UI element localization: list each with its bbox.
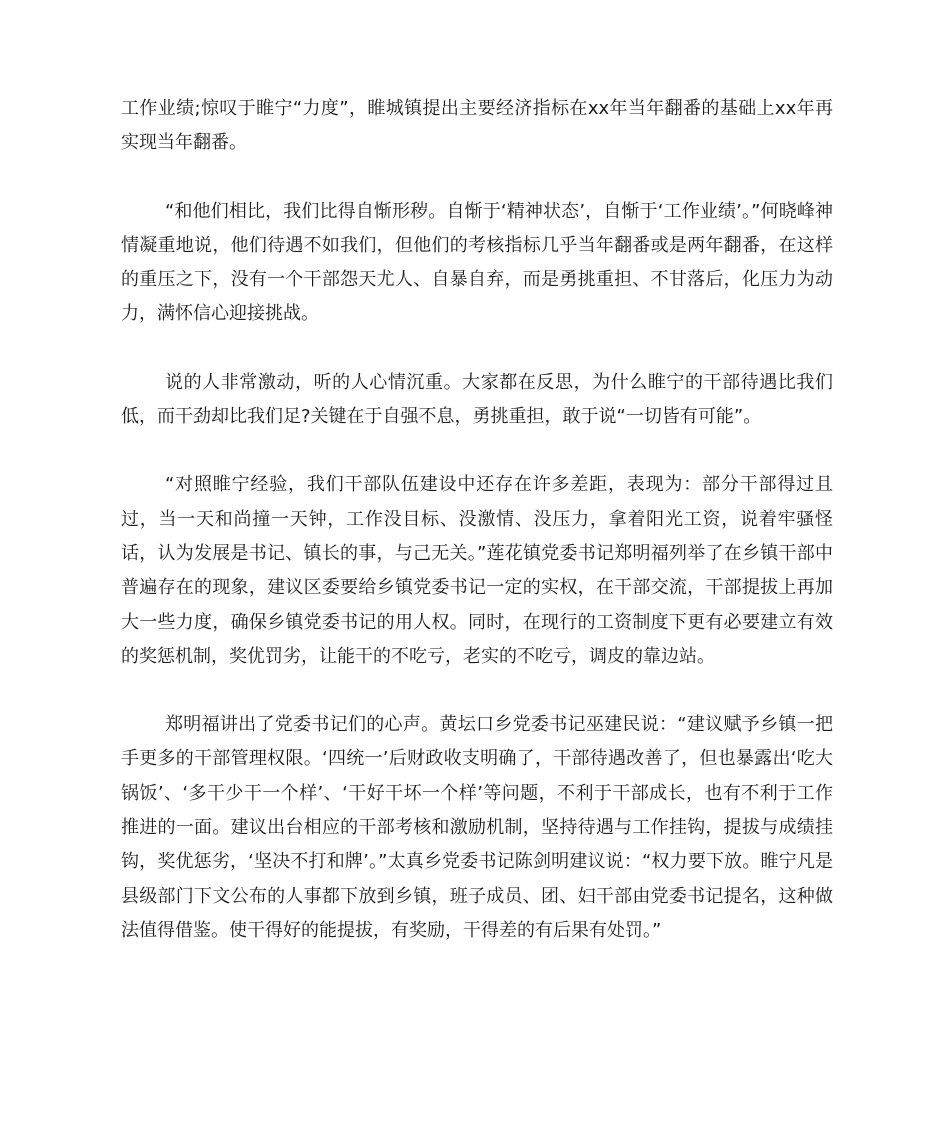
paragraph-1: 工作业绩;惊叹于睢宁“力度”，睢城镇提出主要经济指标在xx年当年翻番的基础上xx年再实现当年翻番。 bbox=[121, 98, 833, 154]
paragraph-5: 郑明福讲出了党委书记们的心声。黄坛口乡党委书记巫建民说：“建议赋予乡镇一把手更多的干部管理权限。‘四统一’后财政收支明确了，干部待遇改善了，但也暴露出‘吃大锅饭’、‘多干少干一个样’、‘干好干坏一个样’等问题，不利于干部成长，也有不利于工作推进的一面。建议出台相应的干部考核和激励机制，坚持待遇与工作挂钩，提拔与成绩挂钩，奖优惩劣，‘坚决不打和牌’。”太真乡党委书记陈剑明建议说：“权力要下放。睢宁凡是县级部门下文公布的人事都下放到乡镇，班子成员、团、妇干部由党委书记提名，这种做法值得借鉴。使干得好的能提拔，有奖励，干得差的有后果有处罚。” bbox=[121, 714, 833, 941]
paragraph-4: “对照睢宁经验，我们干部队伍建设中还存在许多差距，表现为：部分干部得过且过，当一天和尚撞一天钟，工作没目标、没激情、没压力，拿着阳光工资，说着牢骚怪话，认为发展是书记、镇长的事，与己无关。”莲花镇党委书记郑明福列举了在乡镇干部中普遍存在的现象，建议区委要给乡镇党委书记一定的实权，在干部交流，干部提拔上再加大一些力度，确保乡镇党委书记的用人权。同时，在现行的工资制度下更有必要建立有效的奖惩机制，奖优罚劣，让能干的不吃亏，老实的不吃亏，调皮的靠边站。 bbox=[121, 474, 833, 667]
document-page bbox=[121, 92, 833, 982]
paragraph-3: 说的人非常激动，听的人心情沉重。大家都在反思，为什么睢宁的干部待遇比我们低，而干劲却比我们足?关键在于自强不息，勇挑重担，敢于说“一切皆有可能”。 bbox=[121, 371, 833, 428]
paragraph-2: “和他们相比，我们比得自惭形秽。自惭于‘精神状态’，自惭于‘工作业绩’。”何晓峰神情凝重地说，他们待遇不如我们，但他们的考核指标几乎当年翻番或是两年翻番，在这样的重压之下，没有一个干部怨天尤人、自暴自弃，而是勇挑重担、不甘落后，化压力为动力，满怀信心迎接挑战。 bbox=[121, 200, 833, 325]
